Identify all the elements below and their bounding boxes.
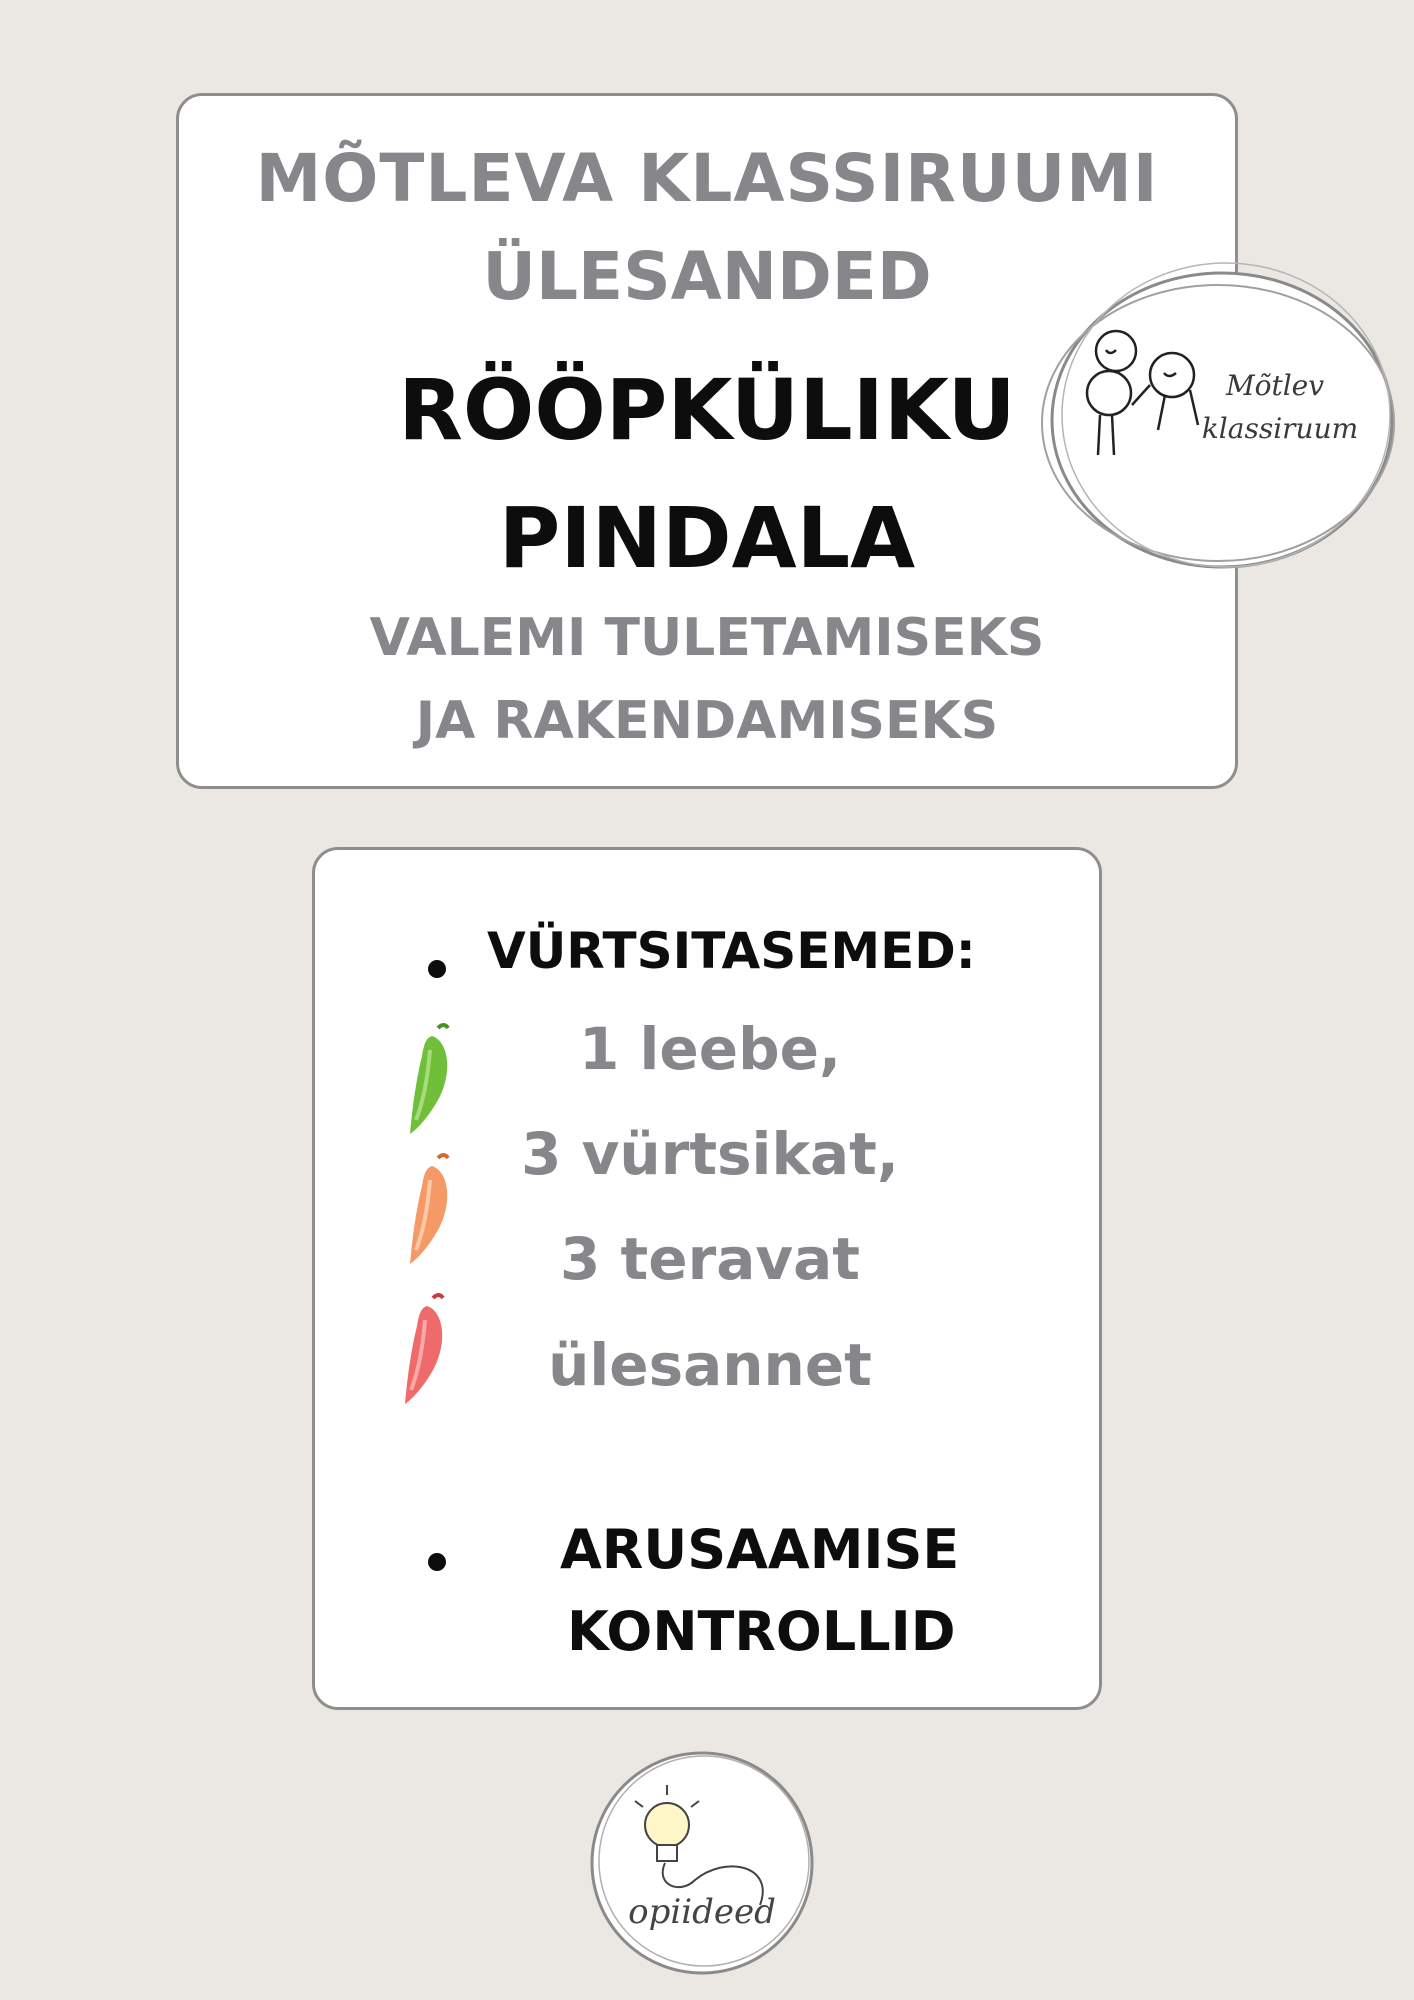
spice-level-item-4: ülesannet bbox=[548, 1331, 872, 1399]
bullet-icon bbox=[428, 1553, 446, 1571]
bullet-icon bbox=[428, 960, 446, 978]
title-line-2: ÜLESANDED bbox=[482, 238, 932, 315]
title-main-line-2: PINDALA bbox=[498, 489, 916, 587]
spice-level-item-3: 3 teravat bbox=[559, 1225, 861, 1293]
badge-text-line-2: klassiruum bbox=[1201, 412, 1359, 445]
checks-line-2: KONTROLLID bbox=[567, 1600, 956, 1663]
checks-line-1: ARUSAAMISE bbox=[560, 1518, 960, 1581]
title-main-line-1: RÖÖPKÜLIKU bbox=[398, 361, 1016, 459]
spice-level-item-1: 1 leebe, bbox=[579, 1015, 841, 1083]
badge-text-line-1: Mõtlev bbox=[1225, 369, 1325, 402]
levels-card bbox=[312, 847, 1102, 1710]
opiideed-logo-text: opiideed bbox=[628, 1892, 776, 1932]
motlev-klassiruum-logo bbox=[1040, 255, 1400, 585]
subtitle-line-2: JA RAKENDAMISEKS bbox=[415, 691, 999, 751]
opiideed-logo bbox=[585, 1745, 820, 1980]
spice-level-item-2: 3 vürtsikat, bbox=[521, 1120, 899, 1188]
spice-levels-heading: VÜRTSITASEMED: bbox=[487, 922, 976, 980]
title-line-1: MÕTLEVA KLASSIRUUMI bbox=[255, 140, 1159, 217]
subtitle-line-1: VALEMI TULETAMISEKS bbox=[369, 608, 1045, 668]
